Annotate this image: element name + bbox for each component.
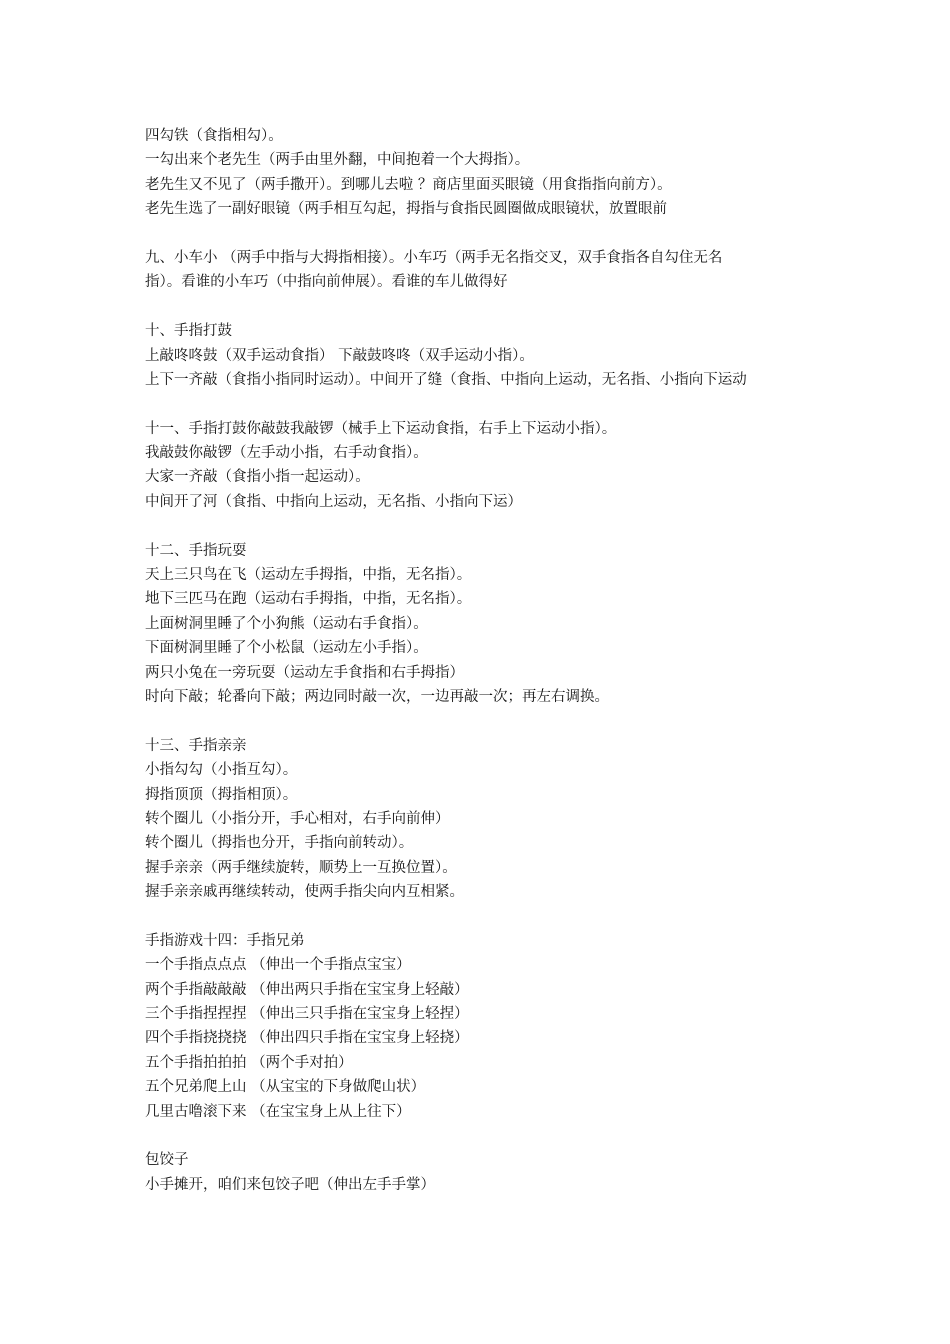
paragraph-block	[145, 1148, 845, 1197]
text-line: 老先生又不见了（两手撒开）。到哪儿去啦 ？商店里面买眼镜（用食指指向前方）。	[145, 176, 672, 193]
text-line: 地下三匹马在跑（运动右手拇指，中指，无名指）。	[145, 591, 472, 608]
text-line: 小手摊开，咱们来包饺子吧（伸出左手手掌）	[145, 1176, 435, 1193]
text-line: 大家一齐敲（食指小指一起运动）。	[145, 469, 370, 486]
text-line: 指）。看谁的小车巧（中指向前伸展）。看谁的车儿做得好	[145, 274, 508, 291]
text-line: 十三、手指亲亲	[145, 737, 247, 754]
text-line: 上敲咚咚鼓（双手运动食指） 下敲鼓咚咚（双手运动小指）。	[145, 347, 534, 364]
text-line: 小指勾勾（小指互勾）。	[145, 762, 298, 779]
text-line: 时向下敲；轮番向下敲；两边同时敲一次，一边再敲一次；再左右调换。	[145, 688, 609, 705]
text-line: 拇指顶顶（拇指相顶）。	[145, 786, 298, 803]
text-line: 五个手指拍拍拍 （两个手对拍）	[145, 1054, 353, 1071]
text-line: 转个圈儿（小指分开，手心相对，右手向前伸）	[145, 810, 450, 827]
paragraph-block	[145, 246, 845, 295]
text-line: 两只小兔在一旁玩耍（运动左手食指和右手拇指）	[145, 664, 464, 681]
text-line: 三个手指捏捏捏 （伸出三只手指在宝宝身上轻捏）	[145, 1006, 469, 1023]
text-line: 一个手指点点点 （伸出一个手指点宝宝）	[145, 957, 411, 974]
document-page	[145, 124, 845, 1222]
text-line: 四个手指挠挠挠 （伸出四只手指在宝宝身上轻挠）	[145, 1030, 469, 1047]
text-line: 两个手指敲敲敲 （伸出两只手指在宝宝身上轻敲）	[145, 981, 469, 998]
text-line: 十一、手指打鼓你敲鼓我敲锣（械手上下运动食指，右手上下运动小指）。	[145, 420, 617, 437]
text-line: 一勾出来个老先生（两手由里外翻，中间抱着一个大拇指）。	[145, 152, 530, 169]
text-line: 我敲鼓你敲锣（左手动小指，右手动食指）。	[145, 445, 428, 462]
paragraph-block	[145, 124, 845, 222]
text-line: 下面树洞里睡了个小松鼠（运动左小手指）。	[145, 640, 428, 657]
paragraph-block	[145, 929, 845, 1124]
text-line: 五个兄弟爬上山 （从宝宝的下身做爬山状）	[145, 1079, 426, 1096]
text-line: 手指游戏十四：手指兄弟	[145, 932, 305, 949]
paragraph-block	[145, 734, 845, 905]
text-line: 包饺子	[145, 1152, 189, 1169]
text-line: 十二、手指玩耍	[145, 542, 247, 559]
text-line: 握手亲亲（两手继续旋转，顺势上一互换位置）。	[145, 859, 457, 876]
text-line: 中间开了河（食指、中指向上运动，无名指、小指向下运）	[145, 493, 522, 510]
text-line: 十、手指打鼓	[145, 323, 232, 340]
paragraph-block	[145, 539, 845, 710]
text-line: 四勾铁（食指相勾）。	[145, 128, 283, 144]
text-line: 几里古噜滚下来 （在宝宝身上从上往下）	[145, 1103, 411, 1120]
text-line: 九、小车小 （两手中指与大拇指相接）。小车巧（两手无名指交叉，双手食指各自勾住无名	[145, 249, 723, 266]
text-line: 握手亲亲戚再继续转动，使两手指尖向内互相紧。	[145, 884, 464, 901]
paragraph-block	[145, 319, 845, 392]
paragraph-block	[145, 417, 845, 515]
text-line: 上面树洞里睡了个小狗熊（运动右手食指）。	[145, 615, 428, 632]
text-line: 上下一齐敲（食指小指同时运动）。中间开了缝（食指、中指向上运动，无名指、小指向下运动	[145, 371, 747, 388]
text-line: 转个圈儿（拇指也分开，手指向前转动）。	[145, 835, 414, 852]
text-line: 老先生选了一副好眼镜（两手相互勾起，拇指与食指民圆圈做成眼镜状，放置眼前	[145, 201, 667, 218]
text-line: 天上三只鸟在飞（运动左手拇指，中指，无名指）。	[145, 567, 472, 584]
